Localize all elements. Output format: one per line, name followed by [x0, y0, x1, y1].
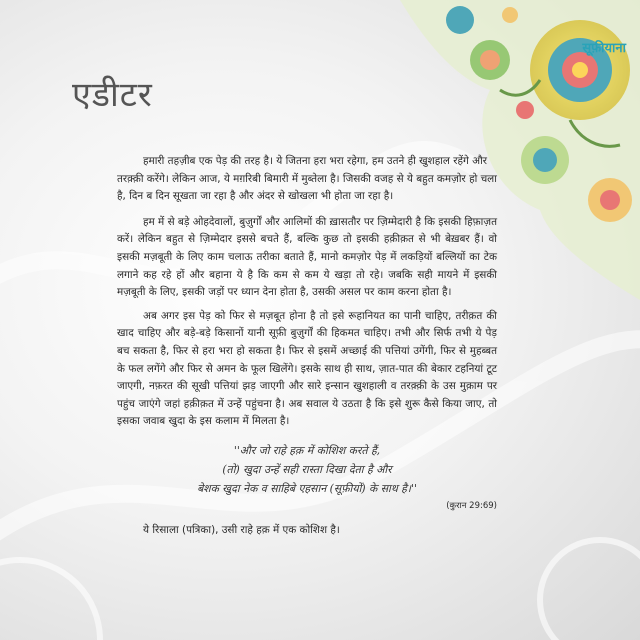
verse-citation: (कुरान 29:69) [446, 500, 497, 511]
verse-line-1: ''और जो राहे हक़ में कोशिश करते हैं, [233, 443, 381, 457]
editorial-body [117, 153, 497, 545]
closing-line: ये रिसाला (पत्रिका), उसी राहे हक़ में एक कोशिश है। [143, 523, 340, 536]
page-title: एडीटर [72, 75, 153, 115]
verse-line-2: (तो) खुदा उन्हें सही रास्ता दिखा देता है और [222, 462, 392, 476]
verse-line-3: बेशक खुदा नेक व साहिबे एहसान (सूफ़ीयों) के साथ है।'' [197, 481, 417, 495]
quran-verse [117, 441, 497, 498]
brand-logo: सूफ़ीयाना [582, 41, 626, 56]
paragraph-1: हमारी तहज़ीब एक पेड़ की तरह है। ये जितना हरा भरा रहेगा, हम उतने ही खुशहाल रहेंगे और तरक़्क़ी करेंगे। लेकिन आज, ये मग़रिबी बिमारी में मुब्तेला है। जिसकी वजह से ये बहुत कमज़ोर हो चला है, दिन ब दिन सूखता जा रहा है और अंदर से खोखला भी होता जा रहा है। [117, 155, 497, 203]
paragraph-3: अब अगर इस पेड़ को फिर से मज़बूत होना है तो इसे रूहानियत का पानी चाहिए, तरीक़त की खाद चाहिए और बड़े-बड़े किसानों यानी सूफ़ी बुज़ुर्गों की हिकमत चाहिए। तभी और सिर्फ तभी ये पेड़ बच सकता है, फिर से हरा भरा हो सकता है। फिर से इसमें अच्छाई की पत्तियां उगेंगी, फिर से मुहब्बत के फल लगेंगे और फिर से अमन के फूल खिलेंगे। इसके साथ ही साथ, ज़ात-पात की बेकार टहनियां टूट जाएगी, नफ़रत की सूखी पत्तियां झड़ जाएगी और सारे इन्सान खुशहाली व तरक़्क़ी के उस मुक़ाम पर पहुंच जाएंगे जहां हक़ीक़त में उन्हें पहुंचना है। अब सवाल ये उठता है कि इसे शुरू कैसे किया जाए, तो इसका जवाब खुदा के इस कलाम में मिलता है। [117, 309, 497, 428]
paragraph-2: हम में से बड़े ओहदेवालों, बुज़ुर्गों और आलिमों की ख़ासतौर पर ज़िम्मेदारी है कि इसकी हिफ़ाज़त करें। लेकिन बहुत से ज़िम्मेदार इससे बचते हैं, बल्कि कुछ तो इसकी हक़ीक़त से भी बेख़बर हैं। वो इसकी मज़बूती के लिए काम चलाऊ तरीका बताते हैं, मानो कमज़ोर पेड़ में लकड़ियों बल्लियों का टेक लगाने कह रहे हों और बहाना ये है कि कम से कम ये खड़ा तो रहे। जबकि सही मायने में इसकी मज़बूती के लिए, इसकी जड़ों पर ध्यान देना होता है, उसकी असल पर काम करना होता है। [117, 215, 497, 299]
